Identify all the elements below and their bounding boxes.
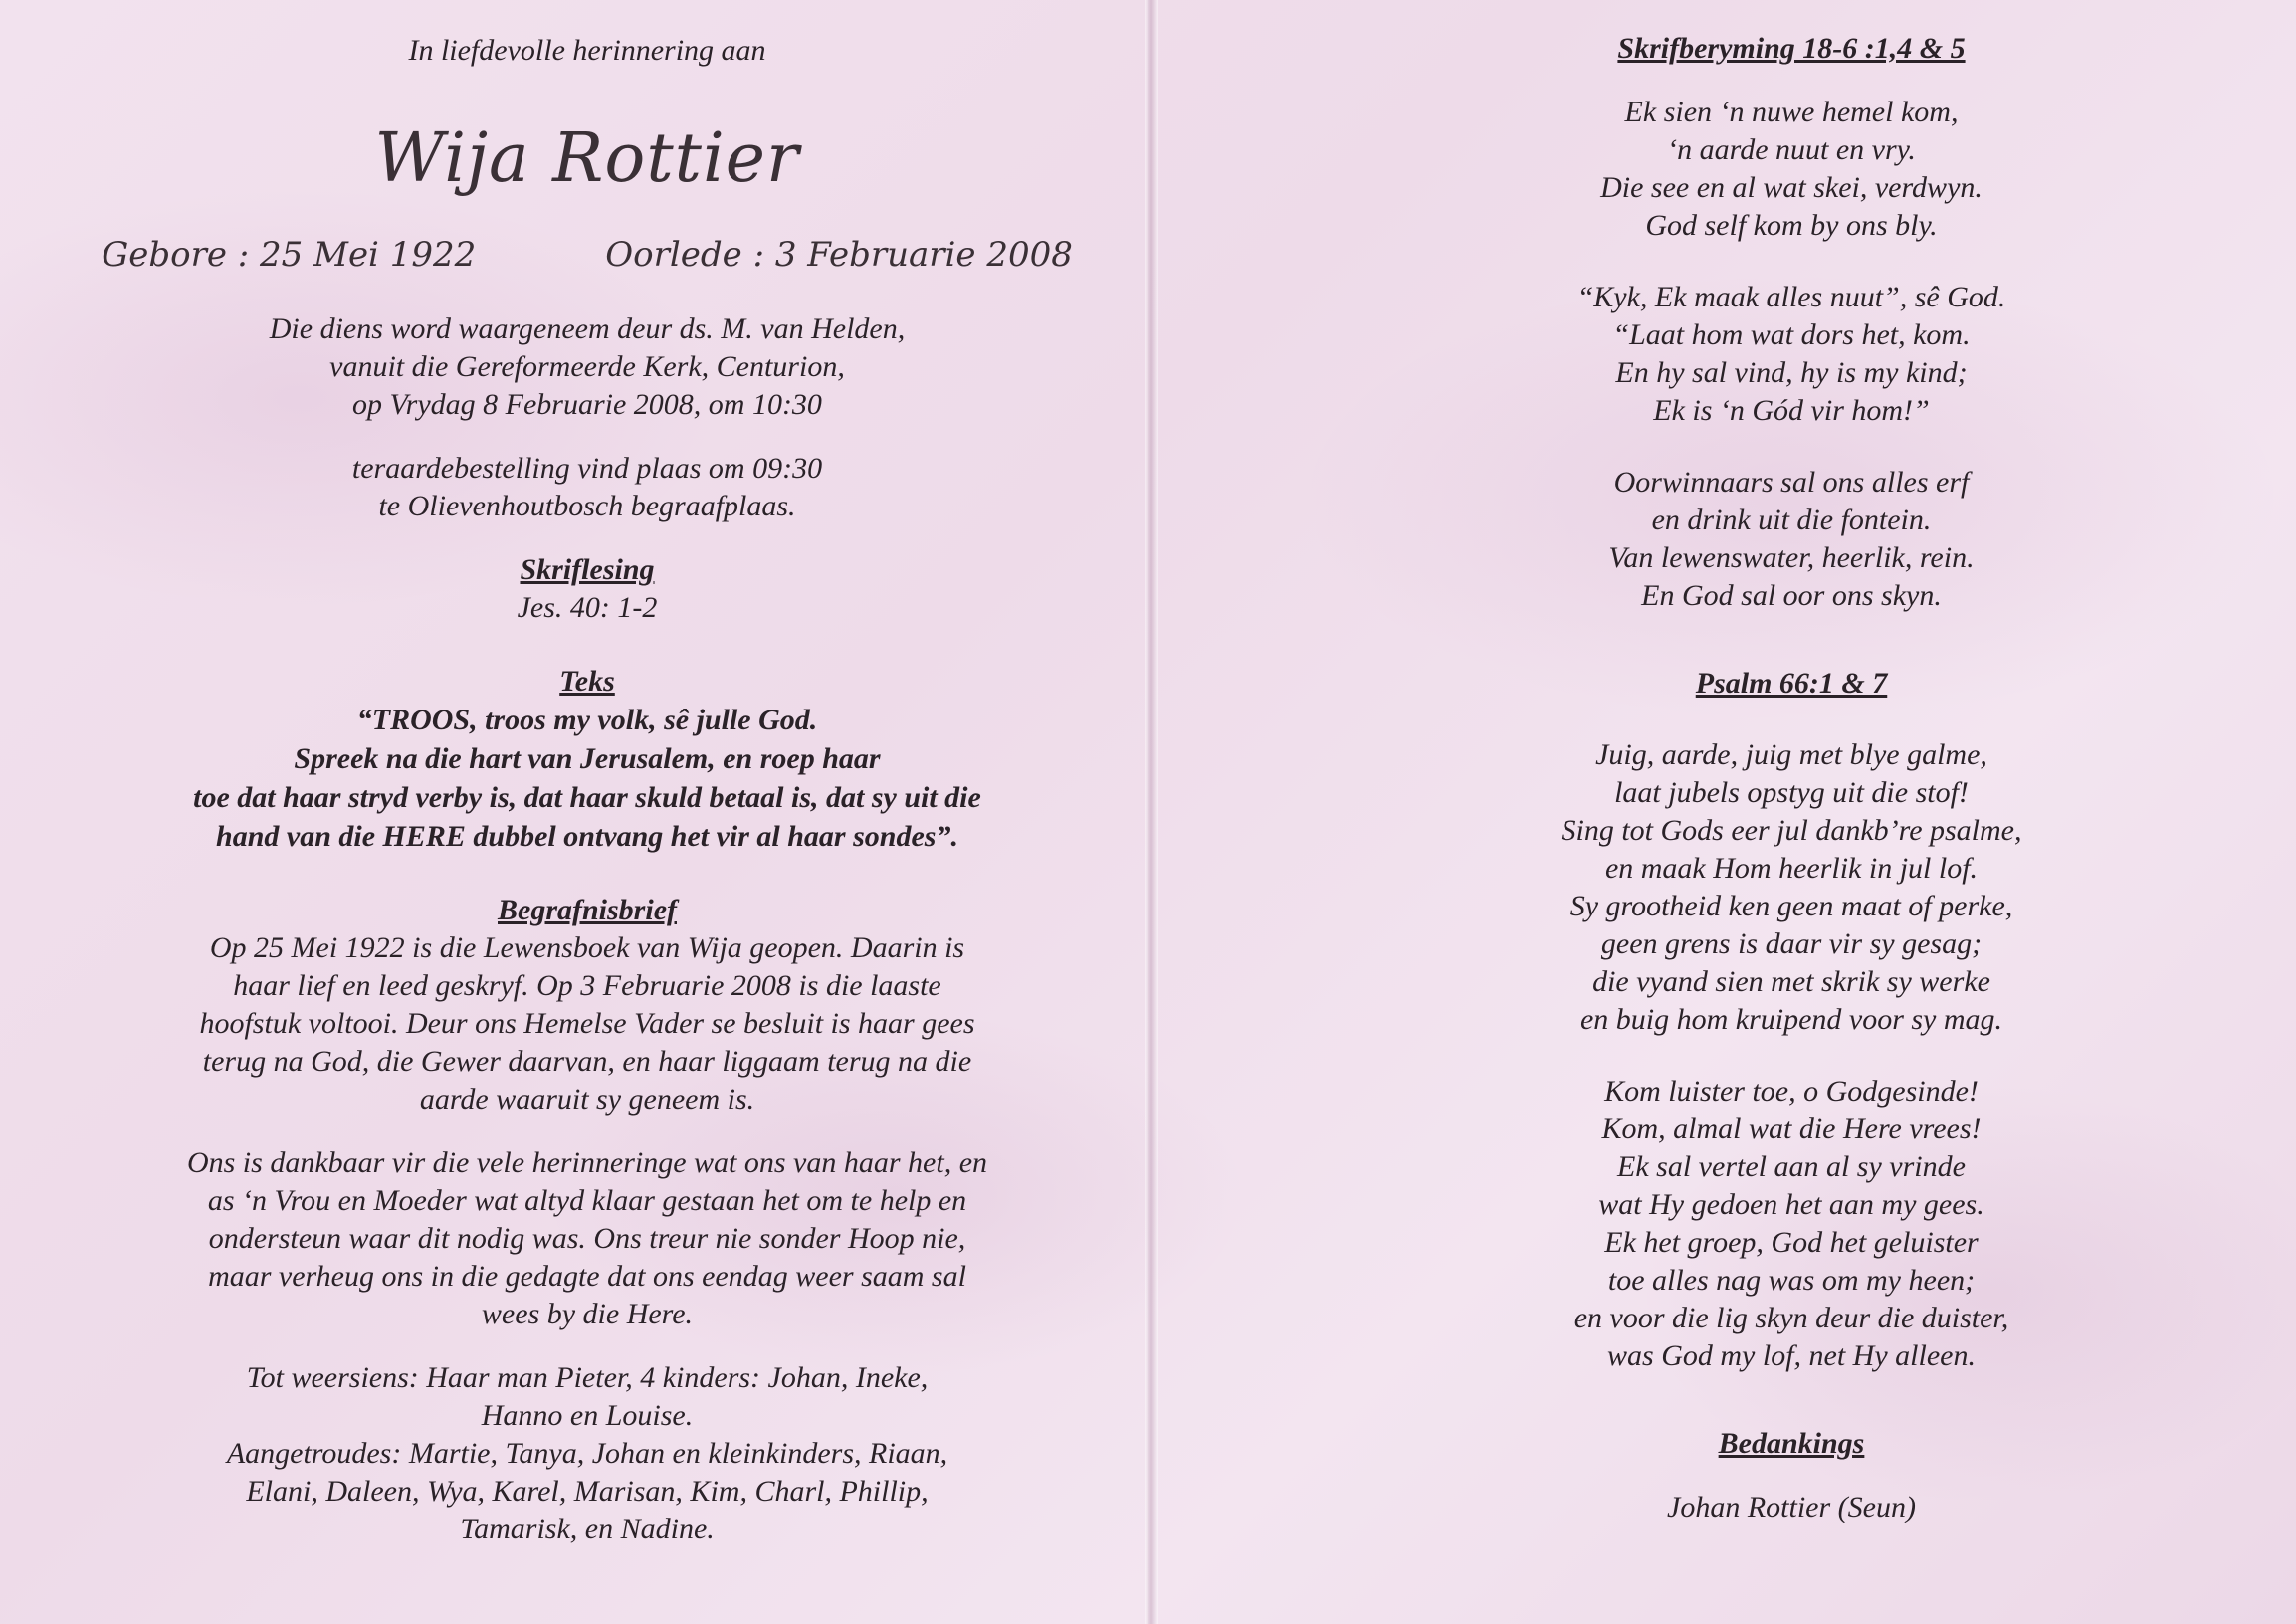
funeral-letter-paragraph-2 (100, 1144, 1075, 1333)
service-line: vanuit die Gereformeerde Kerk, Centurion, (329, 350, 845, 383)
verse-line: “Laat hom wat dors het, kom. (1612, 318, 1971, 351)
hymn-heading: Skrifberyming 18-6 :1,4 & 5 (1617, 32, 1966, 65)
reading-heading: Skriflesing (520, 553, 655, 586)
verse-line: en buig hom kruipend voor sy mag. (1579, 1003, 2003, 1036)
reading-section (100, 551, 1075, 627)
burial-details (100, 450, 1075, 525)
family-line: Tamarisk, en Nadine. (460, 1513, 715, 1545)
life-dates (100, 235, 1075, 275)
family-list (100, 1359, 1075, 1548)
verse-line: Sing tot Gods eer jul dankb’re psalme, (1561, 814, 2022, 847)
thanks-name: Johan Rottier (Seun) (1667, 1491, 1916, 1523)
service-line: op Vrydag 8 Februarie 2008, om 10:30 (352, 388, 822, 421)
verse-line: Juig, aarde, juig met blye galme, (1595, 738, 1987, 771)
family-line: Elani, Daleen, Wya, Karel, Marisan, Kim, Charl, Phillip, (246, 1475, 929, 1508)
verse-line: en voor die lig skyn deur die duister, (1573, 1302, 2009, 1334)
funeral-letter-section (100, 892, 1075, 1548)
letter-line: Ons is dankbaar vir die vele herinneringe wat ons van haar het, en (186, 1146, 988, 1179)
verse-line: geen grens is daar vir sy gesag; (1600, 927, 1983, 960)
verse-line: was God my lof, net Hy alleen. (1607, 1339, 1976, 1372)
verse-line: Ek het groep, God het geluister (1604, 1226, 1979, 1259)
birth-date: Gebore : 25 Mei 1922 (102, 235, 477, 275)
hymn-stanza-1 (1413, 94, 2170, 245)
letter-line: as ‘n Vrou en Moeder wat altyd klaar gestaan het om te help en (207, 1184, 967, 1217)
text-section (100, 663, 1075, 856)
service-details (100, 310, 1075, 424)
letter-line: hoofstuk voltooi. Deur ons Hemelse Vader se besluit is haar gees (199, 1007, 975, 1040)
left-page (100, 0, 1075, 1624)
verse-line: laat jubels opstyg uit die stof! (1614, 776, 1969, 809)
verse-line: “Kyk, Ek maak alles nuut”, sê God. (1576, 281, 2006, 313)
letter-line: maar verheug ons in die gedagte dat ons eendag weer saam sal (208, 1260, 966, 1293)
family-line: Hanno en Louise. (481, 1399, 694, 1432)
burial-line: teraardebestelling vind plaas om 09:30 (351, 452, 823, 485)
scripture-line: Spreek na die hart van Jerusalem, en roep haar (294, 742, 881, 775)
service-line: Die diens word waargeneem deur ds. M. van Helden, (269, 312, 906, 345)
thanks-heading: Bedankings (1718, 1427, 1865, 1460)
verse-line: die vyand sien met skrik sy werke (1592, 965, 1990, 998)
hymn-stanza-2 (1413, 279, 2170, 430)
verse-line: toe alles nag was om my heen; (1607, 1264, 1976, 1297)
psalm-heading: Psalm 66:1 & 7 (1695, 667, 1888, 700)
verse-line: Kom luister toe, o Godgesinde! (1604, 1075, 1979, 1108)
funeral-letter-heading: Begrafnisbrief (498, 894, 677, 926)
psalm-stanza-1 (1413, 736, 2170, 1039)
scripture-line: toe dat haar stryd verby is, dat haar skuld betaal is, dat sy uit die (193, 781, 981, 814)
scripture-line: “TROOS, troos my volk, sê julle God. (356, 704, 818, 736)
verse-line: En hy sal vind, hy is my kind; (1615, 356, 1968, 389)
intro-text: In liefdevolle herinnering aan (408, 34, 766, 67)
verse-line: Ek sal vertel aan al sy vrinde (1617, 1150, 1966, 1183)
verse-line: wat Hy gedoen het aan my gees. (1598, 1188, 1984, 1221)
verse-line: En God sal oor ons skyn. (1641, 579, 1942, 612)
hymn-section (1413, 30, 2170, 615)
verse-line: en drink uit die fontein. (1651, 504, 1932, 536)
psalm-stanza-2 (1413, 1073, 2170, 1375)
scripture-text (100, 701, 1075, 856)
thanks-section (1413, 1425, 2170, 1526)
verse-line: Ek is ‘n Gód vir hom!” (1653, 394, 1930, 427)
family-line: Aangetroudes: Martie, Tanya, Johan en kleinkinders, Riaan, (226, 1437, 948, 1470)
verse-line: Kom, almal wat die Here vrees! (1601, 1113, 1982, 1145)
deceased-name: Wija Rottier (374, 119, 800, 198)
letter-line: wees by die Here. (481, 1298, 694, 1330)
verse-line: en maak Hom heerlik in jul lof. (1604, 852, 1979, 885)
verse-line: Ek sien ‘n nuwe hemel kom, (1624, 96, 1959, 128)
verse-line: Van lewenswater, heerlik, rein. (1608, 541, 1975, 574)
hymn-stanza-3 (1413, 464, 2170, 615)
burial-line: te Olievenhoutbosch begraafplaas. (378, 490, 796, 522)
scripture-line: hand van die HERE dubbel ontvang het vir al haar sondes”. (216, 820, 958, 853)
right-page (1413, 0, 2170, 1624)
reading-reference: Jes. 40: 1-2 (517, 591, 658, 624)
verse-line: Sy grootheid ken geen maat of perke, (1569, 890, 2013, 922)
text-heading: Teks (559, 665, 615, 698)
funeral-letter-paragraph-1 (100, 929, 1075, 1118)
letter-line: terug na God, die Gewer daarvan, en haar liggaam terug na die (202, 1045, 972, 1078)
letter-line: Op 25 Mei 1922 is die Lewensboek van Wija geopen. Daarin is (209, 931, 965, 964)
psalm-section (1413, 665, 2170, 1375)
center-fold (1145, 0, 1158, 1624)
letter-line: ondersteun waar dit nodig was. Ons treur nie sonder Hoop nie, (208, 1222, 966, 1255)
death-date: Oorlede : 3 Februarie 2008 (605, 235, 1073, 275)
letter-line: haar lief en leed geskryf. Op 3 Februarie 2008 is die laaste (233, 969, 941, 1002)
verse-line: Oorwinnaars sal ons alles erf (1613, 466, 1970, 499)
verse-line: Die see en al wat skei, verdwyn. (1600, 171, 1983, 204)
verse-line: God self kom by ons bly. (1645, 209, 1938, 242)
verse-line: ‘n aarde nuut en vry. (1667, 133, 1916, 166)
family-line: Tot weersiens: Haar man Pieter, 4 kinders: Johan, Ineke, (246, 1361, 929, 1394)
letter-line: aarde waaruit sy geneem is. (419, 1083, 755, 1116)
